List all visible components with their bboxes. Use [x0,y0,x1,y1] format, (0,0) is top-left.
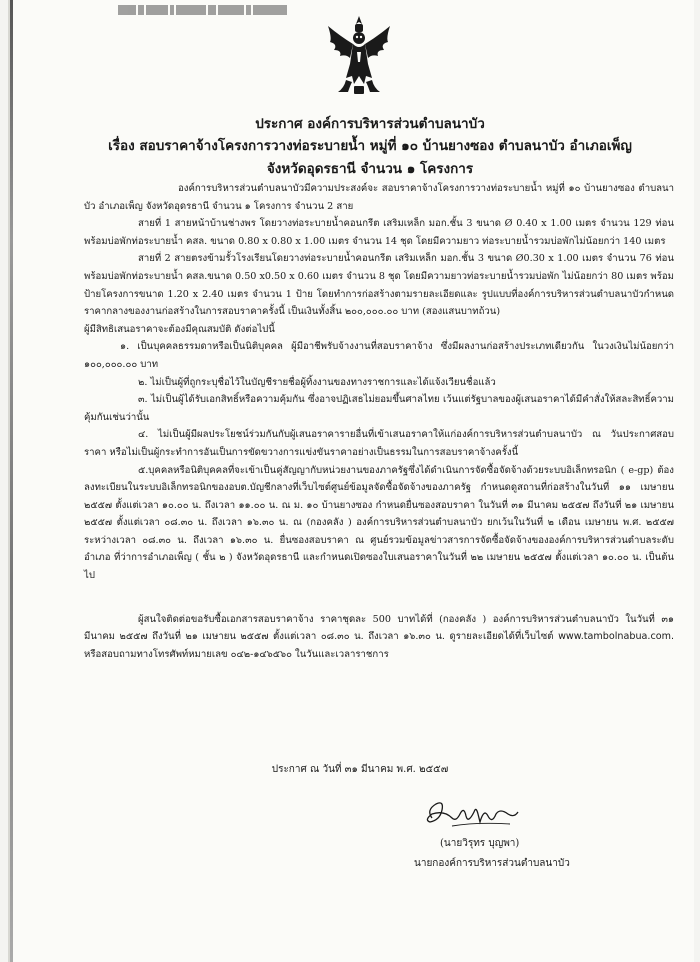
signature-mark [422,796,522,830]
garuda-emblem-icon [324,14,394,96]
intro-paragraph: องค์การบริหารส่วนตำบลนาบัวมีความประสงค์จะ สอบราคาจ้างโครงการวางท่อระบายน้ำ หมู่ที่ ๑๐ บ้านยางซอง ตำบลนาบัว อำเภอเพ็ญ จังหวัดอุดรธานี จำนวน ๑ โครงการ จำนวน 2 สาย [84,183,674,212]
announce-date: ประกาศ ณ วันที่ ๓๑ มีนาคม พ.ศ. ๒๕๕๗ [271,764,449,775]
qualification-2: ๒. ไม่เป็นผู้ที่ถูกระบุชื่อไว้ในบัญชีรายชื่อผู้ทิ้งงานของทางราชการและได้แจ้งเวียนชื่อแล้ว [138,376,496,388]
announcement-body [84,180,674,663]
scan-artifact [118,2,308,18]
signer-name: (นายวิรุทร บุญพา) [440,838,520,849]
announcement-agency: ประกาศ องค์การบริหารส่วนตำบลนาบัว [255,116,485,132]
website-link[interactable]: www.tambolnabua.com. [558,631,674,643]
qualification-3: ๓. ไม่เป็นผู้ได้รับเอกสิทธิ์หรือความคุ้มกัน ซึ่งอาจปฏิเสธไม่ยอมขึ้นศาลไทย เว้นแต่รัฐบาลของผู้เสนอราคาได้มีคำสั่งให้สละสิทธิ์ความคุ้มกันเช่นว่านั้น [84,394,674,423]
qualifications-heading: ผู้มีสิทธิเสนอราคาจะต้องมีคุณสมบัติ ดังต่อไปนี้ [84,323,275,335]
contact-text: ผู้สนใจติดต่อขอรับซื้อเอกสารสอบราคาจ้าง ราคาชุดละ 500 บาทได้ที่ (กองคลัง ) องค์การบริหารส่วนตำบลนาบัว ในวันที่ ๓๑ มีนาคม ๒๕๕๗ ถึงวันที่ ๒๑ เมษายน ๒๕๕๗ ตั้งแต่เวลา ๐๘.๓๐ น. ถึงเวลา ๑๖.๓๐ น. ดูรายละเอียดได้ที่เว็บไซต์ [84,613,674,643]
contact-phone-text: หรือสอบถามทางโทรศัพท์หมายเลข ๐๔๒-๑๔๖๕๖๐ ในวันและเวลาราชการ [84,648,389,660]
qualification-4: ๔. ไม่เป็นผู้มีผลประโยชน์ร่วมกันกับผู้เสนอราคารายอื่นที่เข้าเสนอราคาให้แก่องค์การบริหารส่วนตำบลนาบัว ณ วันประกาศสอบราคา หรือไม่เป็นผู้กระทำการอันเป็นการขัดขวางการแข่งขันราคาอย่างเป็นธรรมในการสอบราคาจ้างครั้งนี้ [84,429,674,458]
scan-edge [10,0,13,962]
announcement-province: จังหวัดอุดรธานี จำนวน ๑ โครงการ [266,161,474,177]
announcement-subject: เรื่อง สอบราคาจ้างโครงการวางท่อระบายน้ำ หมู่ที่ ๑๐ บ้านยางซอง ตำบลนาบัว อำเภอเพ็ญ [108,138,632,154]
qualification-5: ๕.บุคคลหรือนิติบุคคลที่จะเข้าเป็นคู่สัญญากับหน่วยงานของภาครัฐซึ่งได้ดำเนินการจัดซื้อจัดจ้างด้วยระบบอิเล็กทรอนิก ( e-gp) ต้องลงทะเบียนในระบบอิเล็กทรอนิกของอบต.บัญชีกลางที่เว็บไซต์ศูนย์ข้อมูลจัดซื้อจัดจ้างของภาครัฐ กำหนดดูสถานที่ก่อสร้างในวันที่ ๑๑ เมษายน ๒๕๕๗ ตั้งแต่เวลา ๑๐.๐๐ น. ถึงเวลา ๑๑.๐๐ น. ณ ม. ๑๐ บ้านยางซอง กำหนดยื่นซองสอบราคา ในวันที่ ๓๑ มีนาคม ๒๕๕๗ ถึงวันที่ ๒๑ เมษายน ๒๕๕๗ ตั้งแต่เวลา ๐๘.๓๐ น. ถึงเวลา ๑๖.๓๐ น. ณ (กองคลัง ) องค์การบริหารส่วนตำบลนาบัว ยกเว้นในวันที่ ๒ เดือน เมษายน พ.ศ. ๒๕๕๗ ระหว่างเวลา ๐๘.๓๐ น. ถึงเวลา ๑๖.๓๐ น. ยื่นซองสอบราคา ณ ศูนย์รวมข้อมูลข่าวสารการจัดซื้อจัดจ้างขององค์การบริหารส่วนตำบลระดับอำเภอ ที่ว่าการอำเภอเพ็ญ ( ชั้น ๒ ) จังหวัดอุดรธานี และกำหนดเปิดซองใบเสนอราคาในวันที่ ๒๒ เมษายน ๒๕๕๗ ตั้งแต่เวลา ๑๐.๐๐ น. เป็นต้นไป [84,464,674,582]
qualification-1: ๑. เป็นบุคคลธรรมดาหรือเป็นนิติบุคคล ผู้มีอาชีพรับจ้างงานที่สอบราคาจ้าง ซึ่งมีผลงานก่อสร้างประเภทเดียวกัน ในวงเงินไม่น้อยกว่า ๑๐๐,๐๐๐.๐๐ บาท [84,341,674,370]
contact-paragraph [84,611,674,664]
route-1-paragraph: สายที่ 1 สายหน้าบ้านช่างพร โดยวางท่อระบายน้ำคอนกรีต เสริมเหล็ก มอก.ชั้น 3 ขนาด Ø 0.40 x 1.00 เมตร จำนวน 129 ท่อน พร้อมบ่อพักท่อระบายน้ำ คสล. ขนาด 0.80 x 0.80 x 1.00 เมตร จำนวน 14 ชุด โดยมีความยาว ท่อระบายน้ำรวมบ่อพักไม่น้อยกว่า 140 เมตร [84,218,674,247]
route-2-paragraph: สายที่ 2 สายตรงข้ามรั้วโรงเรียนโดยวางท่อระบายน้ำคอนกรีต เสริมเหล็ก มอก.ชั้น 3 ขนาด Ø0.30 x 1.00 เมตร จำนวน 76 ท่อน พร้อมบ่อพักท่อระบายน้ำ คสล.ขนาด 0.50 x0.50 x 0.60 เมตร จำนวน 8 ชุด โดยมีความยาวท่อระบายน้ำรวมบ่อพัก ไม่น้อยกว่า 80 เมตร พร้อมป้ายโครงการขนาด 1.20 x 2.40 เมตร จำนวน 1 ป้าย โดยทำการก่อสร้างตามรายละเอียดและ รูปแบบที่องค์การบริหารส่วนตำบลนาบัวกำหนด ราคากลางของงานก่อสร้างในการสอบราคาครั้งนี้ เป็นเงินทั้งสิ้น ๒๐๐,๐๐๐.๐๐ บาท (สองแสนบาทถ้วน) [84,253,674,318]
signer-position: นายกองค์การบริหารส่วนตำบลนาบัว [414,858,570,869]
document-page [8,0,694,962]
